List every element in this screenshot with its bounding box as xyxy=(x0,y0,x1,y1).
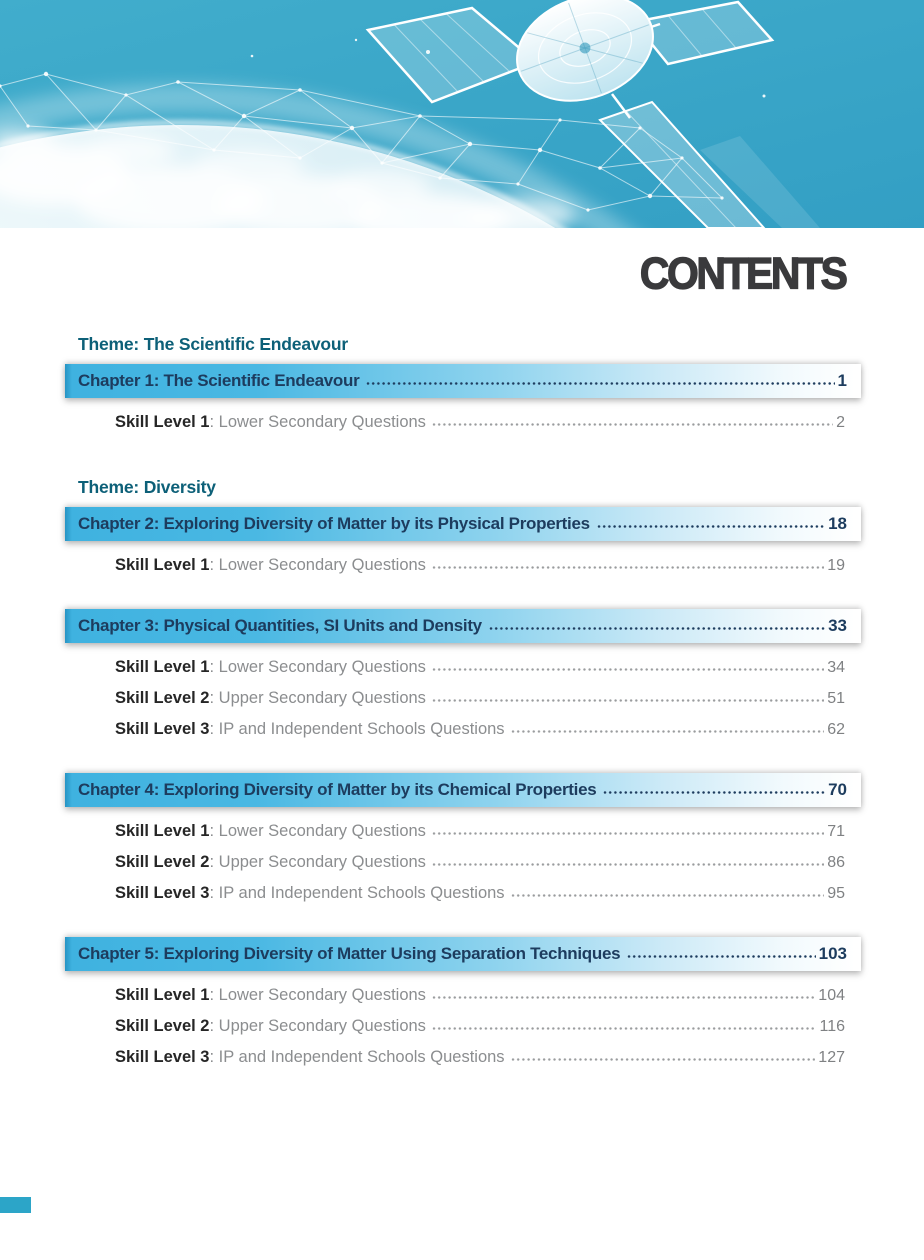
chapter-block xyxy=(0,507,924,576)
theme-heading: Theme: The Scientific Endeavour xyxy=(78,334,348,354)
dotted-leader xyxy=(511,730,825,733)
skill-row xyxy=(115,687,845,709)
skill-page-number: 19 xyxy=(827,557,845,574)
page-title: CONTENTS xyxy=(639,249,845,299)
dotted-leader xyxy=(597,525,825,528)
skill-page-number: 2 xyxy=(836,414,845,431)
skill-label: Skill Level 2 xyxy=(115,853,210,871)
skill-row xyxy=(115,820,845,842)
skill-row xyxy=(115,718,845,740)
skill-row xyxy=(115,656,845,678)
table-of-contents xyxy=(0,334,924,1068)
chapter-title: Chapter 3: Physical Quantities, SI Units and Density xyxy=(78,616,482,635)
dotted-leader xyxy=(432,832,824,835)
dotted-leader xyxy=(511,894,825,897)
dotted-leader xyxy=(432,699,824,702)
skill-description: : Upper Secondary Questions xyxy=(209,689,426,707)
skill-label: Skill Level 3 xyxy=(115,1048,210,1066)
chapter-bar xyxy=(65,937,861,971)
dotted-leader xyxy=(432,863,824,866)
hero-banner xyxy=(0,0,924,228)
chapter-bar xyxy=(65,609,861,643)
chapter-bar xyxy=(65,773,861,807)
chapter-block xyxy=(0,937,924,1068)
skill-page-number: 71 xyxy=(827,823,845,840)
dotted-leader xyxy=(603,791,825,794)
chapter-bar xyxy=(65,364,861,398)
skill-row xyxy=(115,984,845,1006)
dotted-leader xyxy=(432,668,824,671)
chapter-title: Chapter 4: Exploring Diversity of Matter by its Chemical Properties xyxy=(78,780,597,799)
corner-accent-bar xyxy=(0,1197,31,1213)
chapter-page-number: 70 xyxy=(828,780,847,799)
skill-row xyxy=(115,411,845,433)
skill-description: : Lower Secondary Questions xyxy=(209,986,426,1004)
skill-label: Skill Level 3 xyxy=(115,720,210,738)
chapter-bar xyxy=(65,507,861,541)
dotted-leader xyxy=(432,566,824,569)
skill-label: Skill Level 2 xyxy=(115,689,210,707)
dotted-leader xyxy=(627,955,815,958)
skill-page-number: 95 xyxy=(827,885,845,902)
skill-description: : IP and Independent Schools Questions xyxy=(209,720,505,738)
skill-description: : Upper Secondary Questions xyxy=(209,1017,426,1035)
skill-description: : Lower Secondary Questions xyxy=(209,658,426,676)
chapter-title: Chapter 5: Exploring Diversity of Matter Using Separation Techniques xyxy=(78,944,621,963)
chapter-block xyxy=(0,609,924,740)
dotted-leader xyxy=(432,1027,817,1030)
chapter-page-number: 103 xyxy=(818,944,847,963)
skill-page-number: 116 xyxy=(819,1018,845,1035)
skill-row xyxy=(115,882,845,904)
skill-page-number: 62 xyxy=(827,721,845,738)
skill-row xyxy=(115,851,845,873)
skill-page-number: 86 xyxy=(827,854,845,871)
skill-description: : IP and Independent Schools Questions xyxy=(209,884,505,902)
skill-description: : Lower Secondary Questions xyxy=(209,413,426,431)
skill-row xyxy=(115,1046,845,1068)
banner-illustration xyxy=(0,0,924,228)
skill-row xyxy=(115,554,845,576)
skill-description: : Lower Secondary Questions xyxy=(209,556,426,574)
dotted-leader xyxy=(511,1058,816,1061)
theme-heading: Theme: Diversity xyxy=(78,477,216,497)
skill-row xyxy=(115,1015,845,1037)
skill-page-number: 34 xyxy=(827,659,845,676)
skill-page-number: 51 xyxy=(827,690,845,707)
skill-label: Skill Level 1 xyxy=(115,986,210,1004)
chapter-title: Chapter 1: The Scientific Endeavour xyxy=(78,371,360,390)
skill-page-number: 127 xyxy=(818,1049,845,1066)
chapter-block xyxy=(0,773,924,904)
skill-label: Skill Level 1 xyxy=(115,658,210,676)
skill-label: Skill Level 2 xyxy=(115,1017,210,1035)
skill-label: Skill Level 1 xyxy=(115,413,210,431)
skill-description: : Lower Secondary Questions xyxy=(209,822,426,840)
chapter-block xyxy=(0,364,924,433)
chapter-page-number: 18 xyxy=(828,514,847,533)
dotted-leader xyxy=(432,996,815,999)
chapter-page-number: 1 xyxy=(837,371,847,390)
skill-description: : Upper Secondary Questions xyxy=(209,853,426,871)
skill-page-number: 104 xyxy=(818,987,845,1004)
dotted-leader xyxy=(366,382,834,385)
skill-label: Skill Level 1 xyxy=(115,822,210,840)
chapter-title: Chapter 2: Exploring Diversity of Matter by its Physical Properties xyxy=(78,514,590,533)
skill-description: : IP and Independent Schools Questions xyxy=(209,1048,505,1066)
dotted-leader xyxy=(432,423,833,426)
chapter-page-number: 33 xyxy=(828,616,847,635)
dotted-leader xyxy=(489,627,825,630)
skill-label: Skill Level 3 xyxy=(115,884,210,902)
skill-label: Skill Level 1 xyxy=(115,556,210,574)
